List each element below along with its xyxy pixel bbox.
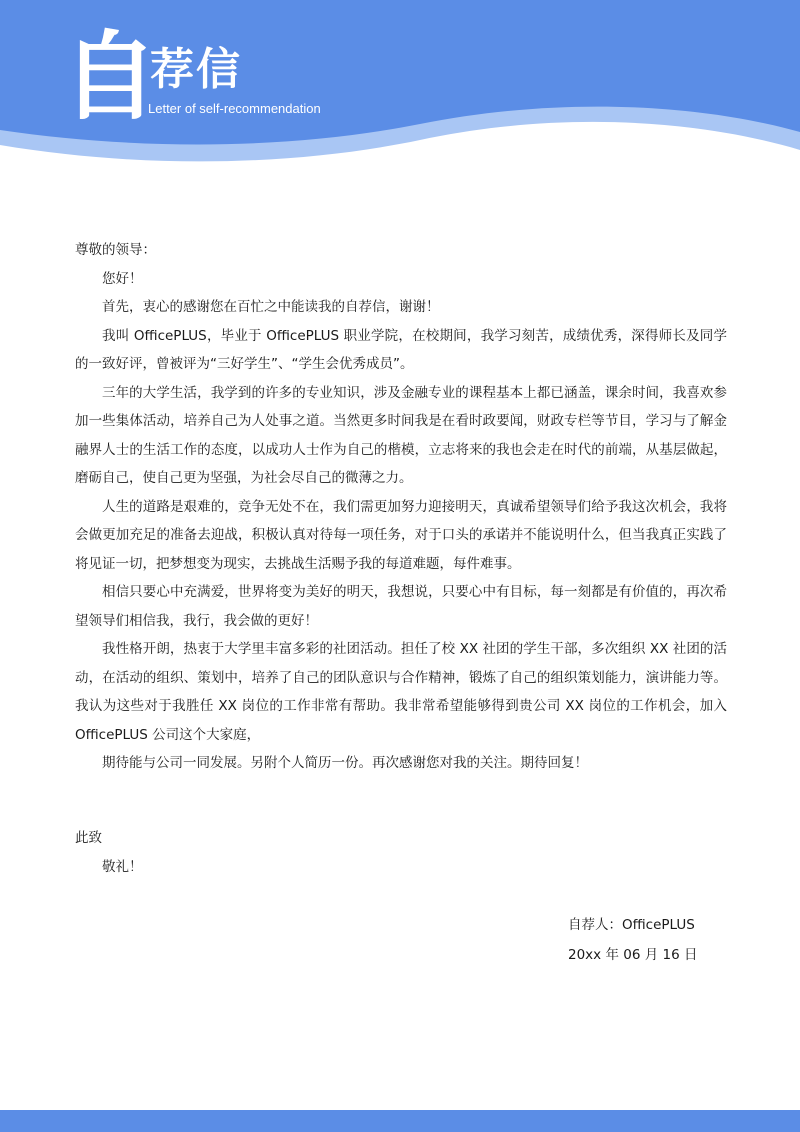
salutation: 尊敬的领导： <box>75 242 156 258</box>
letter-header <box>0 0 800 190</box>
paragraph: 三年的大学生活，我学到的许多的专业知识，涉及金融专业的课程基本上都已涵盖，课余时间，我喜欢参加一些集体活动，培养自己为人处事之道。当然更多时间我是在看时政要闻，财政专栏等节目，学习与了解金融界人士的生活工作的态度，以成功人士作为自己的楷模，立志将来的我也会走在时代的前端，从基层做起，磨砺自己，使自己更为坚强，为社会尽自己的微薄之力。 <box>75 384 727 486</box>
closing-line-2: 敬礼！ <box>102 858 143 875</box>
paragraph: 我叫 OfficePLUS，毕业于 OfficePLUS 职业学院，在校期间，我学习刻苦，成绩优秀，深得师长及同学的一致好评，曾被评为“三好学生”、“学生会优秀成员”。 <box>75 327 727 372</box>
closing-line-1: 此致 <box>75 830 102 846</box>
greeting: 您好！ <box>102 270 143 287</box>
paragraph: 人生的道路是艰难的，竞争无处不在，我们需更加努力迎接明天，真诚希望领导们给予我这次机会，我将会做更加充足的准备去迎战，积极认真对待每一项任务，对于口头的承诺并不能说明什么，但当我真正实践了将见证一切，把梦想变为现实，去挑战生活赐予我的每道难题，每件难事。 <box>75 498 727 572</box>
paragraph: 相信只要心中充满爱，世界将变为美好的明天，我想说，只要心中有目标，每一刻都是有价值的，再次希望领导们相信我，我行，我会做的更好！ <box>75 584 727 629</box>
paragraph: 首先，衷心的感谢您在百忙之中能读我的自荐信，谢谢！ <box>102 299 440 315</box>
title-subtitle: Letter of self-recommendation <box>148 101 321 116</box>
letter-closing <box>75 824 143 881</box>
footer-bar <box>0 1110 800 1132</box>
signer: 自荐人：OfficePLUS <box>568 917 695 933</box>
date: 20xx 年 06 月 16 日 <box>568 947 698 963</box>
paragraph: 期待能与公司一同发展。另附个人简历一份。再次感谢您对我的关注。期待回复！ <box>102 755 588 771</box>
letter-body <box>75 236 727 778</box>
title-first-char: 自 <box>62 20 158 133</box>
signature-block <box>568 910 697 970</box>
paragraph: 我性格开朗，热衷于大学里丰富多彩的社团活动。担任了校 XX 社团的学生干部，多次组织 XX 社团的活动，在活动的组织、策划中，培养了自己的团队意识与合作精神，锻炼了自己的组织策划能力，演讲能力等。我认为这些对于我胜任 XX 岗位的工作非常有帮助。我非常希望能够得到贵公司 XX 岗位的工作机会，加入 OfficePLUS 公司这个大家庭， <box>75 641 727 743</box>
title-rest: 荐信 <box>150 44 242 95</box>
